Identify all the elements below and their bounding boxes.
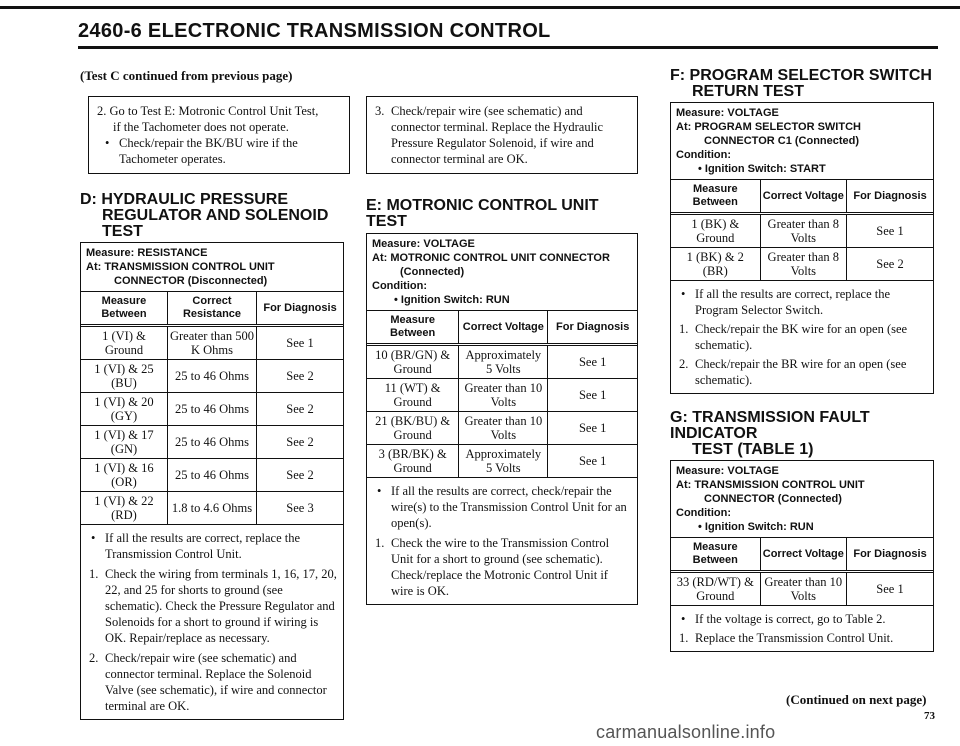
section-f-box	[670, 102, 934, 394]
step-2-text: Check/repair wire (see schematic) and connector terminal. Replace the Solenoid Valve (see schematic), if wire and connector terminal are OK.	[105, 651, 327, 713]
section-f-title	[670, 68, 934, 100]
section-e-title: E: MOTRONIC CONTROL UNIT TEST	[366, 197, 599, 230]
cell-value: 25 to 46 Ohms	[167, 393, 256, 426]
step-2-line-1: 2. Go to Test E: Motronic Control Unit Test,	[97, 104, 319, 118]
cell-value: 1.8 to 4.6 Ohms	[167, 492, 256, 525]
measure-label: Measure: VOLTAGE	[676, 107, 779, 119]
test-d-continued-box	[366, 96, 638, 174]
section-g-conditions	[671, 461, 933, 537]
step-1: 1. Check the wiring from terminals 1, 16, 17, 20, 22, and 25 for shorts to ground (see schematic). Check the Pressure Regulator and Solenoids for a short to ground if wiring is OK. Repair/replace as necessary.	[89, 567, 337, 645]
voltage-table	[671, 537, 933, 606]
step-2-line-2: if the Tachometer does not operate.	[113, 120, 289, 134]
step-1-text: Check the wiring from terminals 1, 16, 17, 20, 22, and 25 for shorts to ground (see schematic). Check the Pressure Regulator and Solenoids for a short to ground if wiring is OK. Repair/replace as necessary.	[105, 567, 337, 645]
cell-between: 3 (BR/BK) & Ground	[367, 445, 459, 478]
section-f-conditions	[671, 103, 933, 179]
column-header: Correct Voltage	[760, 538, 846, 572]
voltage-table	[671, 179, 933, 281]
step-1: 1. Check the wire to the Transmission Control Unit for a short to ground (see schematic). Check/replace the Motronic Control Unit if wire is OK.	[375, 536, 610, 598]
cell-diagnosis: See 2	[257, 459, 343, 492]
step-1: 1. Check/repair the BK wire for an open (see schematic).	[679, 322, 908, 352]
table-row	[81, 326, 343, 360]
column-3	[670, 68, 934, 652]
cell-diagnosis: See 1	[847, 214, 933, 248]
cell-between: 10 (BR/GN) & Ground	[367, 345, 459, 379]
cell-between: 1 (VI) & 16 (OR)	[81, 459, 167, 492]
cell-value: Greater than 10 Volts	[459, 379, 548, 412]
cell-between: 1 (VI) & 22 (RD)	[81, 492, 167, 525]
at-label: At: PROGRAM SELECTOR SWITCH	[676, 121, 861, 133]
section-e-conditions	[367, 234, 637, 310]
column-header: Correct Voltage	[760, 180, 846, 214]
cell-value: Greater than 10 Volts	[459, 412, 548, 445]
table-row	[671, 572, 933, 606]
at-connector-label: CONNECTOR (Connected)	[704, 493, 842, 505]
cell-between: 1 (BK) & Ground	[671, 214, 760, 248]
condition-label: Condition:	[676, 507, 731, 519]
section-d-title-line-1: D: HYDRAULIC PRESSURE	[80, 191, 289, 208]
cell-between: 33 (RD/WT) & Ground	[671, 572, 760, 606]
cell-diagnosis: See 1	[548, 412, 637, 445]
section-d-conditions	[81, 243, 343, 291]
cell-diagnosis: See 1	[257, 326, 343, 360]
top-rule	[0, 6, 960, 9]
page-number: 73	[924, 710, 935, 722]
cell-between: 1 (VI) & 17 (GN)	[81, 426, 167, 459]
section-f-title-line-2: RETURN TEST	[692, 83, 804, 100]
step-2: 2. Check/repair wire (see schematic) and connector terminal. Replace the Solenoid Valve (see schematic), if wire and connector terminal are OK.	[89, 651, 327, 713]
section-d-box	[80, 242, 344, 720]
section-e-box	[366, 233, 638, 605]
condition-label: Condition:	[676, 149, 731, 161]
switch-label: • Ignition Switch: START	[698, 163, 826, 175]
voltage-table	[367, 310, 637, 478]
test-c-continued-box	[88, 96, 350, 174]
table-row	[671, 214, 933, 248]
section-g-notes	[671, 606, 933, 651]
table-row	[367, 379, 637, 412]
switch-label: • Ignition Switch: RUN	[394, 294, 510, 306]
column-header: Correct Resistance	[167, 292, 256, 326]
continued-note: (Test C continued from previous page)	[80, 68, 293, 83]
column-header: For Diagnosis	[548, 311, 637, 345]
column-header: Measure Between	[81, 292, 167, 326]
column-header: For Diagnosis	[847, 538, 933, 572]
section-g-title-line-1: G: TRANSMISSION FAULT INDICATOR	[670, 409, 870, 442]
section-d-notes	[81, 525, 343, 719]
section-d-title	[80, 192, 344, 240]
step-2-text: Check/repair the BR wire for an open (see schematic).	[695, 357, 907, 387]
cell-diagnosis: See 1	[548, 345, 637, 379]
at-connector-label: CONNECTOR C1 (Connected)	[704, 135, 860, 147]
cell-value: Approximately 5 Volts	[459, 345, 548, 379]
bullet-note: • Check/repair the BK/BU wire if the Tachometer operates.	[97, 135, 343, 167]
step-1-text: Replace the Transmission Control Unit.	[695, 631, 894, 645]
bullet-note: • If all the results are correct, check/repair the wire(s) to the Transmission Control Unit for an open(s).	[369, 483, 631, 531]
watermark: carmanualsonline.info	[596, 722, 776, 742]
cell-between: 1 (BK) & 2 (BR)	[671, 248, 760, 281]
cell-value: 25 to 46 Ohms	[167, 459, 256, 492]
column-2	[366, 96, 638, 605]
at-label: At: TRANSMISSION CONTROL UNIT	[86, 261, 275, 273]
column-header: For Diagnosis	[257, 292, 343, 326]
condition-label: Condition:	[372, 280, 427, 292]
cell-between: 1 (VI) & Ground	[81, 326, 167, 360]
section-g-title	[670, 410, 934, 458]
cell-value: 25 to 46 Ohms	[167, 426, 256, 459]
cell-diagnosis: See 2	[257, 426, 343, 459]
cell-value: Greater than 8 Volts	[760, 214, 846, 248]
cell-value: 25 to 46 Ohms	[167, 360, 256, 393]
cell-diagnosis: See 2	[257, 360, 343, 393]
continued-footer: (Continued on next page)	[786, 692, 927, 707]
cell-diagnosis: See 2	[257, 393, 343, 426]
at-connector-label: (Connected)	[400, 266, 465, 278]
table-row	[81, 492, 343, 525]
cell-diagnosis: See 1	[847, 572, 933, 606]
cell-diagnosis: See 1	[548, 445, 637, 478]
column-header: For Diagnosis	[847, 180, 933, 214]
cell-between: 21 (BK/BU) & Ground	[367, 412, 459, 445]
section-g-box	[670, 460, 934, 652]
column-1	[80, 96, 344, 720]
section-g-title-line-2: TEST (TABLE 1)	[692, 441, 814, 458]
switch-label: • Ignition Switch: RUN	[698, 521, 814, 533]
cell-diagnosis: See 2	[847, 248, 933, 281]
table-row	[367, 445, 637, 478]
cell-diagnosis: See 1	[548, 379, 637, 412]
step-3-text: Check/repair wire (see schematic) and connector terminal. Replace the Hydraulic Pressure Regulator Solenoid, if wire and connector terminal are OK.	[391, 104, 604, 166]
bullet-note: • If the voltage is correct, go to Table 2.	[673, 611, 927, 627]
resistance-table	[81, 291, 343, 525]
at-connector-label: CONNECTOR (Disconnected)	[114, 275, 268, 287]
step-3: 3. Check/repair wire (see schematic) and connector terminal. Replace the Hydraulic Pressure Regulator Solenoid, if wire and connector terminal are OK.	[375, 104, 604, 166]
cell-value: Greater than 8 Volts	[760, 248, 846, 281]
cell-diagnosis: See 3	[257, 492, 343, 525]
bullet-note: • If all the results are correct, replace the Program Selector Switch.	[673, 286, 927, 318]
cell-value: Approximately 5 Volts	[459, 445, 548, 478]
table-row	[81, 360, 343, 393]
column-header: Correct Voltage	[459, 311, 548, 345]
step-1: 1. Replace the Transmission Control Unit.	[679, 631, 894, 645]
column-header: Measure Between	[367, 311, 459, 345]
at-label: At: TRANSMISSION CONTROL UNIT	[676, 479, 865, 491]
table-row	[81, 459, 343, 492]
cell-value: Greater than 500 K Ohms	[167, 326, 256, 360]
column-header: Measure Between	[671, 180, 760, 214]
section-f-notes	[671, 281, 933, 393]
section-e-notes	[367, 478, 637, 604]
table-row	[671, 248, 933, 281]
measure-label: Measure: VOLTAGE	[372, 238, 475, 250]
measure-label: Measure: VOLTAGE	[676, 465, 779, 477]
table-row	[367, 345, 637, 379]
header-rule	[78, 46, 938, 49]
section-d-title-line-2: REGULATOR AND SOLENOID TEST	[102, 207, 329, 240]
column-header: Measure Between	[671, 538, 760, 572]
table-row	[367, 412, 637, 445]
step-2: 2. Check/repair the BR wire for an open (see schematic).	[679, 357, 907, 387]
step-1-text: Check/repair the BK wire for an open (see schematic).	[695, 322, 908, 352]
cell-value: Greater than 10 Volts	[760, 572, 846, 606]
at-label: At: MOTRONIC CONTROL UNIT CONNECTOR	[372, 252, 610, 264]
measure-label: Measure: RESISTANCE	[86, 247, 208, 259]
cell-between: 1 (VI) & 25 (BU)	[81, 360, 167, 393]
page-header: 2460-6 ELECTRONIC TRANSMISSION CONTROL	[78, 20, 551, 42]
step-1-text: Check the wire to the Transmission Control Unit for a short to ground (see schematic). Check/replace the Motronic Control Unit if wire is OK.	[391, 536, 610, 598]
table-row	[81, 393, 343, 426]
section-f-title-line-1: F: PROGRAM SELECTOR SWITCH	[670, 67, 932, 84]
cell-between: 1 (VI) & 20 (GY)	[81, 393, 167, 426]
table-row	[81, 426, 343, 459]
cell-between: 11 (WT) & Ground	[367, 379, 459, 412]
bullet-note: • If all the results are correct, replace the Transmission Control Unit.	[83, 530, 337, 562]
